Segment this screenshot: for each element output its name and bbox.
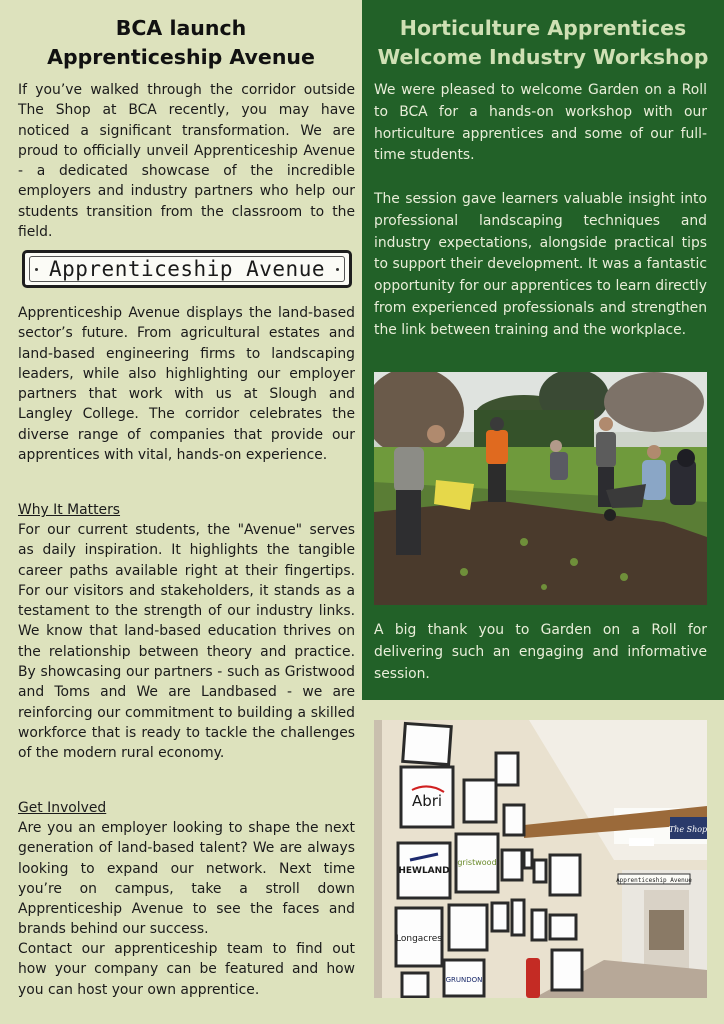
sign-label: Apprenticeship Avenue	[48, 257, 325, 281]
corridor-photo	[374, 720, 707, 998]
left-article-title	[10, 14, 352, 72]
right-article-title	[372, 14, 714, 72]
workshop-photo	[374, 372, 707, 605]
right-paragraph-1: We were pleased to welcome Garden on a Roll to BCA for a hands-on workshop with our horticulture apprentices and some of our full-time students.	[374, 82, 707, 164]
apprenticeship-avenue-sign	[22, 250, 352, 288]
right-title-line2: Welcome Industry Workshop	[377, 45, 709, 69]
left-title-line2: Apprenticeship Avenue	[47, 45, 315, 69]
logo-grundon: GRUNDON	[445, 976, 483, 984]
get-involved-heading: Get Involved	[18, 800, 107, 816]
why-it-matters-paragraph: For our current students, the "Avenue" serves as daily inspiration. It highlights the tangible career paths available right at their fingertips. For our visitors and stakeholders, it stands as a testament to the strength of our industry links. We know that land-based education thrives on the relationship between theory and practice. By showcasing our partners - such as Gristwood and Toms and We are Landbased - we are reinforcing our commitment to building a skilled workforce that is ready to tackle the challenges of the modern rural economy.	[18, 522, 355, 762]
right-paragraph-3: A big thank you to Garden on a Roll for delivering such an engaging and informative session.	[374, 622, 707, 682]
logo-hewland: HEWLAND	[398, 866, 450, 876]
right-paragraph-2: The session gave learners valuable insight into professional landscaping techniques and industry expectations, alongside practical tips to support their development. It was a fantastic opportunity for our apprentices to learn directly from experienced professionals and strengthen the link between training and the workplace.	[374, 191, 707, 338]
why-it-matters-heading: Why It Matters	[18, 502, 121, 518]
left-intro-paragraph: If you’ve walked through the corridor outside The Shop at BCA recently, you may have noticed a significant transformation. We are proud to officially unveil Apprenticeship Avenue - a dedicated showcase of the incredible employers and industry partners who help our students transition from the classroom to the field.	[18, 82, 355, 241]
get-involved-paragraph: Are you an employer looking to shape the next generation of land-based talent? We are always looking to expand our network. Next time you’re on campus, take a stroll down Apprenticeship Avenue to see the faces and brands behind our success.	[18, 820, 355, 938]
right-title-line1: Horticulture Apprentices	[399, 16, 687, 40]
logo-abri: Abri	[411, 792, 443, 810]
logo-longacres: Longacres	[396, 934, 442, 944]
contact-paragraph: Contact our apprenticeship team to find out how your company can be featured and how you can host your own apprentice.	[18, 941, 355, 998]
logo-gristwood: gristwood	[457, 858, 497, 867]
corridor-small-sign: Apprenticeship Avenue	[616, 877, 692, 884]
shop-sign: The Shop	[668, 825, 707, 834]
left-title-line1: BCA launch	[115, 16, 247, 40]
left-display-paragraph: Apprenticeship Avenue displays the land-based sector’s future. From agricultural estates and land-based engineering firms to landscaping leaders, while also highlighting our employer partners that work with us at Slough and Langley College. The corridor celebrates the diverse range of companies that provide our apprentices with vital, hands-on experience.	[18, 305, 355, 464]
